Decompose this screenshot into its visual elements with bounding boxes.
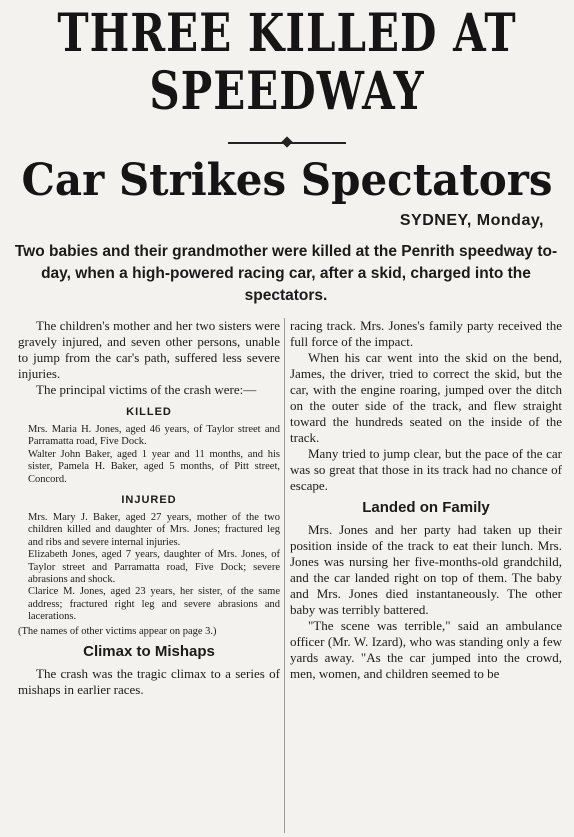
section-heading-landed: Landed on Family bbox=[362, 499, 490, 516]
killed-heading: KILLED bbox=[126, 406, 172, 418]
injured-heading: INJURED bbox=[121, 494, 177, 507]
injured-entry: Elizabeth Jones, aged 7 years, daughter of Mrs. Jones, of Taylor street and Parramatta road, Five Dock; severe abrasions and shock. bbox=[28, 549, 280, 586]
right-paragraph-4: Mrs. Jones and her party had taken up their position inside of the track to eat their lunch. Mrs. Jones was nursing her five-months-old grandchild, and the car landed right on top of them. The baby and Mrs. Jones died instantaneously. The other baby was terribly battered. bbox=[290, 522, 562, 617]
other-victims-note: (The names of other victims appear on page 3.) bbox=[18, 625, 217, 637]
right-paragraph-5: "The scene was terrible," said an ambulance officer (Mr. W. Izard), who was standing only a few yards away. "As the car jumped into the crowd, men, women, and children seemed to be bbox=[290, 618, 562, 681]
killed-entry: Mrs. Maria H. Jones, aged 46 years, of Taylor street and Parramatta road, Five Dock. bbox=[28, 424, 280, 448]
section-heading-climax: Climax to Mishaps bbox=[83, 642, 215, 660]
left-column bbox=[18, 318, 280, 698]
left-paragraph-2: The principal victims of the crash were:— bbox=[36, 382, 257, 397]
subheadline: Car Strikes Spectators bbox=[21, 154, 553, 206]
injured-entry: Clarice M. Jones, aged 23 years, her sister, of the same address; fractured right leg and severe abrasions and lacerations. bbox=[28, 586, 280, 623]
right-paragraph-2: When his car went into the skid on the bend, James, the driver, tried to correct the skid, but the car, with the engine roaring, jumped over the ditch on the outer side of the track, and flew straight toward the hundreds seated on the inside of the track. bbox=[290, 350, 562, 445]
injured-entry: Mrs. Mary J. Baker, aged 27 years, mother of the two children killed and daughter of Mrs. Jones; fractured leg and ribs and severe internal injuries. bbox=[28, 512, 280, 548]
lede-paragraph: Two babies and their grandmother were killed at the Penrith speedway to-day, when a high-powered racing car, after a skid, charged into the spectators. bbox=[14, 243, 558, 304]
headline-line-1: THREE KILLED AT bbox=[57, 2, 517, 64]
killed-entry: Walter John Baker, aged 1 year and 11 months, and his sister, Pamela H. Baker, aged 5 months, of Pitt street, Concord. bbox=[28, 448, 280, 485]
column-divider bbox=[284, 318, 285, 833]
ornament-diamond-icon bbox=[281, 136, 292, 147]
right-paragraph-3: Many tried to jump clear, but the pace of the car was so great that those in its track had no chance of escape. bbox=[290, 446, 562, 493]
left-paragraph-3: The crash was the tragic climax to a series of mishaps in earlier races. bbox=[18, 665, 280, 697]
left-paragraph-1: The children's mother and her two sisters were gravely injured, and seven other persons, unable to jump from the car's path, suffered less severe injuries. bbox=[18, 318, 280, 381]
right-paragraph-1: racing track. Mrs. Jones's family party received the full force of the impact. bbox=[290, 318, 562, 349]
right-column bbox=[290, 318, 562, 682]
dateline: SYDNEY, Monday, bbox=[399, 212, 544, 229]
headline-line-2: SPEEDWAY bbox=[149, 60, 425, 122]
